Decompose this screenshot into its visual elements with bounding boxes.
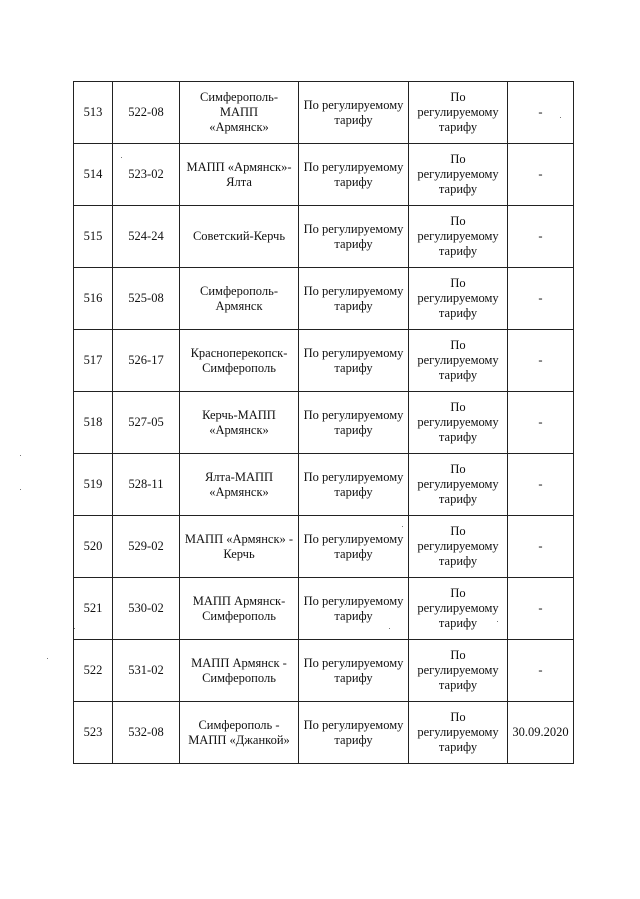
table-row — [74, 144, 574, 206]
date-cell: - — [508, 206, 574, 268]
tariff-type-cell: По регулируемому тарифу — [409, 578, 508, 640]
tariff-cell: По регулируемому тарифу — [299, 392, 409, 454]
date-cell: - — [508, 144, 574, 206]
table-row — [74, 702, 574, 764]
routes-table — [73, 81, 574, 764]
row-number-cell: 521 — [74, 578, 113, 640]
table-row — [74, 392, 574, 454]
row-number-cell: 520 — [74, 516, 113, 578]
tariff-cell: По регулируемому тарифу — [299, 206, 409, 268]
scan-speck — [389, 628, 390, 629]
route-code-cell: 531-02 — [113, 640, 180, 702]
tariff-type-cell: По регулируемому тарифу — [409, 702, 508, 764]
date-cell: 30.09.2020 — [508, 702, 574, 764]
route-name-cell: Ялта-МАПП «Армянск» — [180, 454, 299, 516]
scan-speck — [47, 658, 48, 659]
row-number-cell: 523 — [74, 702, 113, 764]
route-code-cell: 522-08 — [113, 82, 180, 144]
scan-speck — [560, 117, 561, 118]
table-row — [74, 578, 574, 640]
table-row — [74, 516, 574, 578]
date-cell: - — [508, 268, 574, 330]
row-number-cell: 522 — [74, 640, 113, 702]
tariff-type-cell: По регулируемому тарифу — [409, 144, 508, 206]
tariff-type-cell: По регулируемому тарифу — [409, 330, 508, 392]
date-cell: - — [508, 392, 574, 454]
table-row — [74, 206, 574, 268]
date-cell: - — [508, 578, 574, 640]
route-name-cell: МАПП «Армянск» - Керчь — [180, 516, 299, 578]
route-code-cell: 526-17 — [113, 330, 180, 392]
scan-speck — [20, 489, 21, 490]
scan-speck — [74, 628, 75, 629]
row-number-cell: 513 — [74, 82, 113, 144]
route-code-cell: 530-02 — [113, 578, 180, 640]
tariff-type-cell: По регулируемому тарифу — [409, 206, 508, 268]
tariff-type-cell: По регулируемому тарифу — [409, 640, 508, 702]
route-code-cell: 525-08 — [113, 268, 180, 330]
tariff-cell: По регулируемому тарифу — [299, 330, 409, 392]
row-number-cell: 517 — [74, 330, 113, 392]
route-name-cell: Советский-Керчь — [180, 206, 299, 268]
date-cell: - — [508, 640, 574, 702]
route-name-cell: Симферополь-МАПП «Армянск» — [180, 82, 299, 144]
tariff-type-cell: По регулируемому тарифу — [409, 516, 508, 578]
row-number-cell: 515 — [74, 206, 113, 268]
row-number-cell: 516 — [74, 268, 113, 330]
table-row — [74, 454, 574, 516]
tariff-type-cell: По регулируемому тарифу — [409, 454, 508, 516]
route-code-cell: 523-02 — [113, 144, 180, 206]
tariff-cell: По регулируемому тарифу — [299, 268, 409, 330]
tariff-cell: По регулируемому тарифу — [299, 516, 409, 578]
route-name-cell: МАПП Армянск- Симферополь — [180, 578, 299, 640]
row-number-cell: 519 — [74, 454, 113, 516]
route-name-cell: Красноперекопск- Симферополь — [180, 330, 299, 392]
tariff-cell: По регулируемому тарифу — [299, 702, 409, 764]
date-cell: - — [508, 454, 574, 516]
scan-speck — [20, 455, 21, 456]
tariff-cell: По регулируемому тарифу — [299, 578, 409, 640]
route-name-cell: Керчь-МАПП «Армянск» — [180, 392, 299, 454]
routes-table-body — [74, 82, 574, 764]
date-cell: - — [508, 330, 574, 392]
tariff-cell: По регулируемому тарифу — [299, 144, 409, 206]
scan-speck — [121, 157, 122, 158]
tariff-cell: По регулируемому тарифу — [299, 640, 409, 702]
date-cell: - — [508, 516, 574, 578]
table-row — [74, 268, 574, 330]
row-number-cell: 518 — [74, 392, 113, 454]
route-code-cell: 528-11 — [113, 454, 180, 516]
route-code-cell: 529-02 — [113, 516, 180, 578]
row-number-cell: 514 — [74, 144, 113, 206]
route-name-cell: Симферополь- Армянск — [180, 268, 299, 330]
table-row — [74, 330, 574, 392]
route-name-cell: Симферополь - МАПП «Джанкой» — [180, 702, 299, 764]
route-name-cell: МАПП «Армянск»- Ялта — [180, 144, 299, 206]
scan-speck — [497, 621, 498, 622]
date-cell: - — [508, 82, 574, 144]
tariff-cell: По регулируемому тарифу — [299, 454, 409, 516]
tariff-cell: По регулируемому тарифу — [299, 82, 409, 144]
scan-speck — [402, 526, 403, 527]
tariff-type-cell: По регулируемому тарифу — [409, 82, 508, 144]
route-name-cell: МАПП Армянск - Симферополь — [180, 640, 299, 702]
table-row — [74, 640, 574, 702]
tariff-type-cell: По регулируемому тарифу — [409, 392, 508, 454]
table-row — [74, 82, 574, 144]
route-code-cell: 524-24 — [113, 206, 180, 268]
route-code-cell: 532-08 — [113, 702, 180, 764]
route-code-cell: 527-05 — [113, 392, 180, 454]
tariff-type-cell: По регулируемому тарифу — [409, 268, 508, 330]
